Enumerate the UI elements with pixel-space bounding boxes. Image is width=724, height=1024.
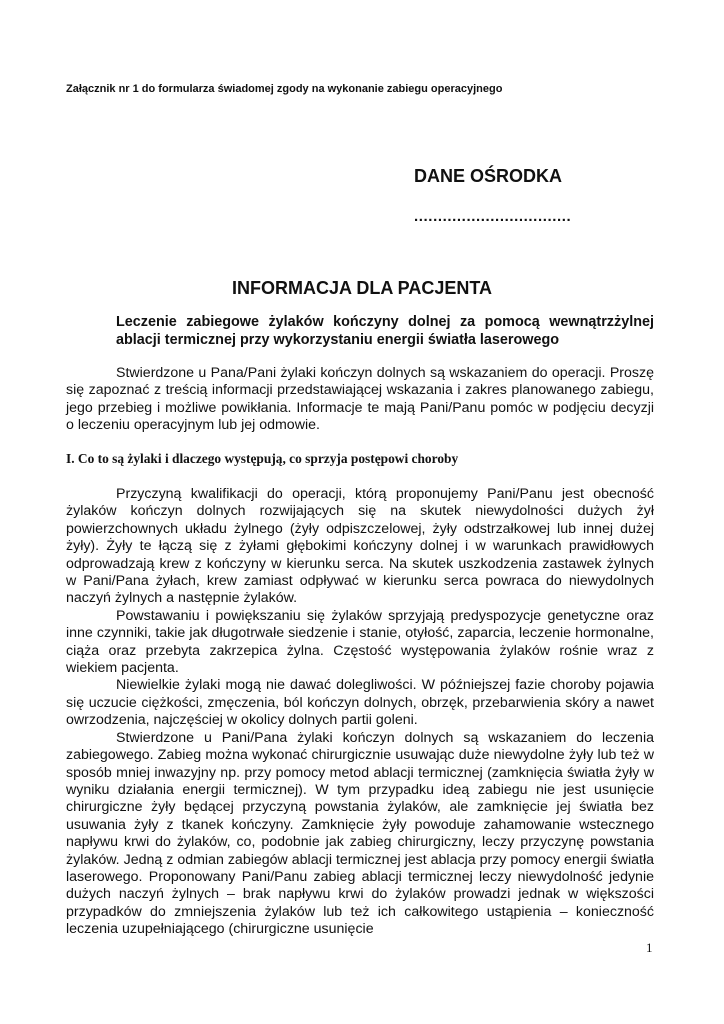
paragraph: Powstawaniu i powiększaniu się żylaków sprzyjają predyspozycje genetyczne oraz inne czynniki, takie jak długotrwałe siedzenie i stanie, otyłość, zaparcia, leczenie hormonalne, ciąża oraz przebyta zakrzepica żylna. Częstość występowania żylaków rośnie wraz z wiekiem pacjenta.: [66, 607, 654, 677]
document-subtitle: Leczenie zabiegowe żylaków kończyny dolnej za pomocą wewnątrzżylnej ablacji termicznej przy wykorzystaniu energii światła laserowego: [116, 314, 654, 348]
medical-center-fill-line: .................................: [414, 208, 572, 225]
medical-center-label: DANE OŚRODKA: [414, 166, 563, 186]
document-title: INFORMACJA DLA PACJENTA: [232, 278, 492, 298]
page-number: 1: [646, 940, 653, 955]
paragraph: Przyczyną kwalifikacji do operacji, którą proponujemy Pani/Panu jest obecność żylaków kończyn dolnych rozwijających się na skutek niewydolności dużych żył powierzchownych układu żylnego (żyły odpiszczelowej, żyły odstrzałkowej lub innej dużej żyły). Żyły te łączą się z żyłami głębokimi kończyny dolnej i w warunkach prawidłowych odprowadzają krew z kończyny w kierunku serca. Na skutek uszkodzenia zastawek żylnych w Pani/Pana żyłach, krew zamiast odpływać w kierunku serca powraca do niewydolnych naczyń żylnych a następnie żylaków.: [66, 486, 654, 607]
section-body: [66, 486, 654, 939]
intro-section: [66, 365, 654, 435]
paragraph: Niewielkie żylaki mogą nie dawać dolegliwości. W późniejszej fazie choroby pojawia się uczucie ciężkości, zmęczenia, ból kończyn dolnych, obrzęk, przebarwienia skóry a nawet owrzodzenia, najczęściej w okolicy dolnych partii goleni.: [66, 677, 654, 729]
section-heading: I. Co to są żylaki i dlaczego występują, co sprzyja postępowi choroby: [66, 451, 459, 466]
annex-reference-line: Załącznik nr 1 do formularza świadomej zgody na wykonanie zabiegu operacyjnego: [66, 83, 503, 95]
paragraph: Stwierdzone u Pani/Pana żylaki kończyn dolnych są wskazaniem do leczenia zabiegowego. Zabieg można wykonać chirurgicznie usuwając duże niewydolne żyły lub też w sposób mniej inwazyjny np. przy pomocy metod ablacji termicznej (zamknięcia światła żyły w wyniku działania energii termicznej). W tym przypadku ideą zabiegu nie jest usunięcie chirurgiczne żyły będącej przyczyną powstania żylaków, ale zamknięcie jej światła bez usuwania żyły z tkanek kończyny. Zamknięcie żyły powoduje zahamowanie wstecznego napływu krwi do żylaków, co, podobnie jak zabieg chirurgiczny, leczy przyczynę powstania żylaków. Jedną z odmian zabiegów ablacji termicznej jest ablacja przy pomocy energii światła laserowego. Proponowany Pani/Panu zabieg ablacji termicznej leczy niewydolność jedynie dużych naczyń żylnych – brak napływu krwi do żylaków prowadzi jednak w większości przypadków do zmniejszenia żylaków lub też ich całkowitego ustąpienia – konieczność leczenia uzupełniającego (chirurgiczne usunięcie: [66, 729, 654, 938]
medical-center-block: [414, 164, 674, 225]
document-title-row: [0, 277, 724, 299]
intro-paragraph: Stwierdzone u Pana/Pani żylaki kończyn dolnych są wskazaniem do operacji. Proszę się zapoznać z treścią informacji przedstawiającej wskazania i zakres planowanego zabiegu, jego przebieg i możliwe powikłania. Informacje te mają Pani/Panu pomóc w podjęciu decyzji o leczeniu operacyjnym lub jej odmowie.: [66, 365, 654, 434]
